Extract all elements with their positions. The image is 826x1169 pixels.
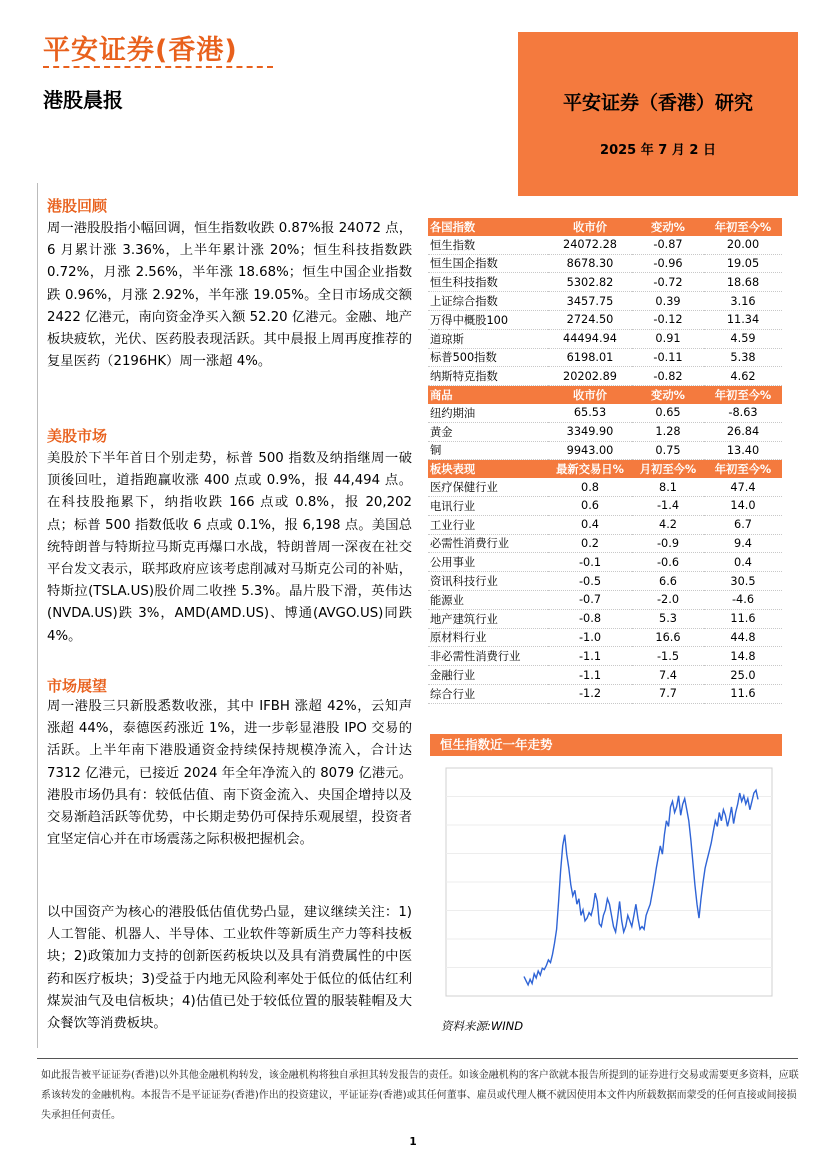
table-row-label: 纽约期油 bbox=[428, 404, 548, 422]
table-row bbox=[428, 254, 782, 273]
table-row bbox=[428, 590, 782, 609]
table-row-label: 原材料行业 bbox=[428, 628, 548, 647]
table-cell-value: 2724.50 bbox=[548, 310, 632, 329]
table-row-label: 地产建筑行业 bbox=[428, 609, 548, 628]
table-row bbox=[428, 310, 782, 329]
table-cell-value: -0.6 bbox=[632, 553, 704, 572]
table-cell-value: 9943.00 bbox=[548, 441, 632, 460]
table-row bbox=[428, 292, 782, 311]
table-cell-value: 0.8 bbox=[548, 478, 632, 496]
table-row-label: 能源业 bbox=[428, 590, 548, 609]
table-row bbox=[428, 422, 782, 441]
table-cell-value: -1.4 bbox=[632, 496, 704, 515]
table-cell-value: 3.16 bbox=[704, 292, 782, 311]
table-cell-value: 18.68 bbox=[704, 273, 782, 292]
table-row-label: 综合行业 bbox=[428, 684, 548, 703]
table-cell-value: 11.34 bbox=[704, 310, 782, 329]
table-cell-value: 8.1 bbox=[632, 478, 704, 496]
table-cell-value: 4.62 bbox=[704, 367, 782, 386]
table-row bbox=[428, 236, 782, 254]
table-cell-value: -1.0 bbox=[548, 628, 632, 647]
table-cell-value: 0.6 bbox=[548, 496, 632, 515]
table-cell-value: 5.3 bbox=[632, 609, 704, 628]
table-header-cell: 变动% bbox=[632, 218, 704, 236]
table-cell-value: -0.11 bbox=[632, 348, 704, 367]
table-cell-value: 3349.90 bbox=[548, 422, 632, 441]
table-cell-value: -0.1 bbox=[548, 553, 632, 572]
left-divider bbox=[37, 183, 38, 1048]
chart-source: 资料来源:WIND bbox=[441, 1019, 524, 1033]
market-data-table bbox=[428, 218, 782, 704]
table-cell-value: 5302.82 bbox=[548, 273, 632, 292]
page-number: 1 bbox=[409, 1136, 417, 1148]
section-title-hk-review: 港股回顾 bbox=[47, 197, 108, 215]
table-cell-value: -2.0 bbox=[632, 590, 704, 609]
table-cell-value: 47.4 bbox=[704, 478, 782, 496]
table-row-label: 医疗保健行业 bbox=[428, 478, 548, 496]
table-cell-value: 0.4 bbox=[704, 553, 782, 572]
table-cell-value: 6198.01 bbox=[548, 348, 632, 367]
paragraph-us-market: 美股於下半年首日个别走势，标普 500 指数及纳指继周一破顶後回吐，道指跑赢收涨 400 点或 0.9%，报 44,494 点。在科技股拖累下，纳指收跌 166 点或 0.8%，报 20,202 点；标普 500 指数低收 6 点或 0.1%，报 6,198 点。美国总统特朗普与特斯拉马斯克再爆口水战，特朗普周一深夜在社交平台发文表示，联邦政府应该考虑削减对马斯克公司的补贴，特斯拉(TSLA.US)股价周二收挫 5.3%。晶片股下滑，英伟达(NVDA.US)跌 3%，AMD(AMD.US)、博通(AVGO.US)同跌 4%。 bbox=[47, 451, 412, 644]
hsi-line-chart bbox=[436, 760, 780, 1018]
table-cell-value: 0.65 bbox=[632, 404, 704, 422]
table-header-cell: 各国指数 bbox=[428, 218, 548, 236]
table-header-row bbox=[428, 460, 782, 478]
table-row bbox=[428, 572, 782, 591]
table-cell-value: 0.39 bbox=[632, 292, 704, 311]
table-cell-value: 14.0 bbox=[704, 496, 782, 515]
table-header-cell: 收市价 bbox=[548, 386, 632, 404]
table-row bbox=[428, 628, 782, 647]
table-row-label: 铜 bbox=[428, 441, 548, 460]
chart-title: 恒生指数近一年走势 bbox=[430, 734, 782, 756]
table-row-label: 恒生指数 bbox=[428, 236, 548, 254]
header-banner bbox=[518, 32, 798, 196]
paragraph-recommendations: 以中国资产为核心的港股低估值优势凸显，建议继续关注：1)人工智能、机器人、半导体、工业软件等新质生产力等科技板块；2)政策加力支持的创新医药板块以及具有消费属性的中医药和医疗板块；3)受益于内地无风险利率处于低位的低估红利煤炭油气及电信板块；4)估值已处于较低位置的服装鞋帽及大众餐饮等消费板块。 bbox=[47, 905, 412, 1032]
disclaimer-text: 如此报告被平证证券(香港)以外其他金融机构转发，该金融机构将独自承担其转发报告的责任。如该金融机构的客户欲就本报告所提到的证券进行交易或需要更多资料，应联系该转发的金融机构。本报告不是平证证券(香港)作出的投资建议，平证证券(香港)或其任何董事、雇员或代理人概不就因使用本文件内所载数据而蒙受的任何直接或间接损失承担任何责任。 bbox=[41, 1070, 799, 1121]
banner-title: 平安证券（香港）研究 bbox=[562, 92, 753, 114]
table-cell-value: 7.4 bbox=[632, 666, 704, 685]
table-cell-value: -0.8 bbox=[548, 609, 632, 628]
table-row-label: 恒生国企指数 bbox=[428, 254, 548, 273]
table-cell-value: -0.72 bbox=[632, 273, 704, 292]
table-cell-value: 25.0 bbox=[704, 666, 782, 685]
report-title: 港股晨报 bbox=[43, 88, 123, 112]
table-header-cell: 年初至今% bbox=[704, 218, 782, 236]
table-header-cell: 板块表现 bbox=[428, 460, 548, 478]
table-header-cell: 年初至今% bbox=[704, 386, 782, 404]
table-cell-value: -4.6 bbox=[704, 590, 782, 609]
table-cell-value: -0.7 bbox=[548, 590, 632, 609]
table-cell-value: -0.9 bbox=[632, 534, 704, 553]
table-cell-value: 0.75 bbox=[632, 441, 704, 460]
table-row bbox=[428, 441, 782, 460]
table-cell-value: -0.87 bbox=[632, 236, 704, 254]
table-row bbox=[428, 478, 782, 496]
report-date: 2025 年 7 月 2 日 bbox=[600, 143, 716, 158]
table-cell-value: -8.63 bbox=[704, 404, 782, 422]
table-row bbox=[428, 496, 782, 515]
table-row-label: 标普500指数 bbox=[428, 348, 548, 367]
table-row bbox=[428, 273, 782, 292]
section-title-us-market: 美股市场 bbox=[47, 427, 108, 445]
table-cell-value: 19.05 bbox=[704, 254, 782, 273]
table-cell-value: 20.00 bbox=[704, 236, 782, 254]
paragraph-hk-review: 周一港股股指小幅回调，恒生指数收跌 0.87%报 24072 点，6 月累计涨 3.36%，上半年累计涨 20%；恒生科技指数跌 0.72%，月涨 2.56%，半年涨 18.68%；恒生中国企业指数跌 0.96%，月涨 2.92%，半年涨 19.05%。全日市场成交额 2422 亿港元，南向资金净买入额 52.20 亿港元。金融、地产板块疲软，光伏、医药股表现活跃。其中晨报上周再度推荐的复星医药（2196HK）周一涨超 4%。 bbox=[47, 221, 412, 370]
table-row-label: 非必需性消费行业 bbox=[428, 647, 548, 666]
table-row-label: 恒生科技指数 bbox=[428, 273, 548, 292]
table-cell-value: -0.96 bbox=[632, 254, 704, 273]
table-cell-value: 20202.89 bbox=[548, 367, 632, 386]
company-logo: 平安证券(香港) bbox=[43, 35, 238, 66]
table-row-label: 公用事业 bbox=[428, 553, 548, 572]
table-row-label: 电讯行业 bbox=[428, 496, 548, 515]
table-cell-value: 8678.30 bbox=[548, 254, 632, 273]
chart-canvas bbox=[436, 760, 780, 1018]
table-cell-value: -0.82 bbox=[632, 367, 704, 386]
table-cell-value: 30.5 bbox=[704, 572, 782, 591]
table-cell-value: -1.1 bbox=[548, 666, 632, 685]
table-cell-value: 6.7 bbox=[704, 515, 782, 534]
table-cell-value: 0.2 bbox=[548, 534, 632, 553]
table-cell-value: 4.2 bbox=[632, 515, 704, 534]
footer-divider bbox=[37, 1058, 798, 1059]
table-cell-value: -0.5 bbox=[548, 572, 632, 591]
table-cell-value: 0.4 bbox=[548, 515, 632, 534]
table-header-cell: 年初至今% bbox=[704, 460, 782, 478]
table-cell-value: 4.59 bbox=[704, 329, 782, 348]
table-row-label: 道琼斯 bbox=[428, 329, 548, 348]
table-header-row bbox=[428, 386, 782, 404]
table-row-label: 上证综合指数 bbox=[428, 292, 548, 311]
table-header-cell: 商品 bbox=[428, 386, 548, 404]
table-cell-value: 6.6 bbox=[632, 572, 704, 591]
table-row bbox=[428, 404, 782, 422]
table-row bbox=[428, 553, 782, 572]
table-cell-value: 3457.75 bbox=[548, 292, 632, 311]
table-cell-value: -0.12 bbox=[632, 310, 704, 329]
table-cell-value: 65.53 bbox=[548, 404, 632, 422]
table-cell-value: 44494.94 bbox=[548, 329, 632, 348]
table-cell-value: 7.7 bbox=[632, 684, 704, 703]
table-cell-value: -1.1 bbox=[548, 647, 632, 666]
table-cell-value: 1.28 bbox=[632, 422, 704, 441]
table-row bbox=[428, 647, 782, 666]
table-cell-value: 44.8 bbox=[704, 628, 782, 647]
table-row-label: 万得中概股100 bbox=[428, 310, 548, 329]
table-cell-value: 9.4 bbox=[704, 534, 782, 553]
table-cell-value: -1.5 bbox=[632, 647, 704, 666]
chart-series-line bbox=[524, 790, 758, 985]
table-row-label: 工业行业 bbox=[428, 515, 548, 534]
table-row bbox=[428, 367, 782, 386]
table-row bbox=[428, 609, 782, 628]
table-cell-value: 26.84 bbox=[704, 422, 782, 441]
table-header-row bbox=[428, 218, 782, 236]
table-row-label: 资讯科技行业 bbox=[428, 572, 548, 591]
table-cell-value: 0.91 bbox=[632, 329, 704, 348]
table-cell-value: 11.6 bbox=[704, 609, 782, 628]
table-header-cell: 月初至今% bbox=[632, 460, 704, 478]
table-row-label: 金融行业 bbox=[428, 666, 548, 685]
table-cell-value: 13.40 bbox=[704, 441, 782, 460]
table-row bbox=[428, 515, 782, 534]
logo-underline bbox=[43, 66, 273, 68]
section-title-outlook: 市场展望 bbox=[47, 677, 108, 695]
table-row bbox=[428, 348, 782, 367]
table-cell-value: 11.6 bbox=[704, 684, 782, 703]
paragraph-outlook: 周一港股三只新股悉数收涨，其中 IFBH 涨超 42%，云知声涨超 44%，泰德医药涨近 1%，进一步彰显港股 IPO 交易的活跃。上半年南下港股通资金持续保持规模净流入，合计达 7312 亿港元，已接近 2024 年全年净流入的 8079 亿港元。港股市场仍具有：较低估值、南下资金流入、央国企增持以及交易渐趋活跃等优势，中长期走势仍可保持乐观展望，投资者宜坚定信心并在市场震荡之际积极把握机会。 bbox=[47, 699, 412, 848]
table-cell-value: -1.2 bbox=[548, 684, 632, 703]
table-row-label: 黄金 bbox=[428, 422, 548, 441]
table-row bbox=[428, 329, 782, 348]
table-cell-value: 14.8 bbox=[704, 647, 782, 666]
table-row bbox=[428, 666, 782, 685]
table-row-label: 纳斯特克指数 bbox=[428, 367, 548, 386]
table-cell-value: 16.6 bbox=[632, 628, 704, 647]
table-cell-value: 5.38 bbox=[704, 348, 782, 367]
table-row bbox=[428, 684, 782, 703]
table-header-cell: 变动% bbox=[632, 386, 704, 404]
table-row bbox=[428, 534, 782, 553]
table-header-cell: 收市价 bbox=[548, 218, 632, 236]
table-row-label: 必需性消费行业 bbox=[428, 534, 548, 553]
table-header-cell: 最新交易日% bbox=[548, 460, 632, 478]
table-cell-value: 24072.28 bbox=[548, 236, 632, 254]
